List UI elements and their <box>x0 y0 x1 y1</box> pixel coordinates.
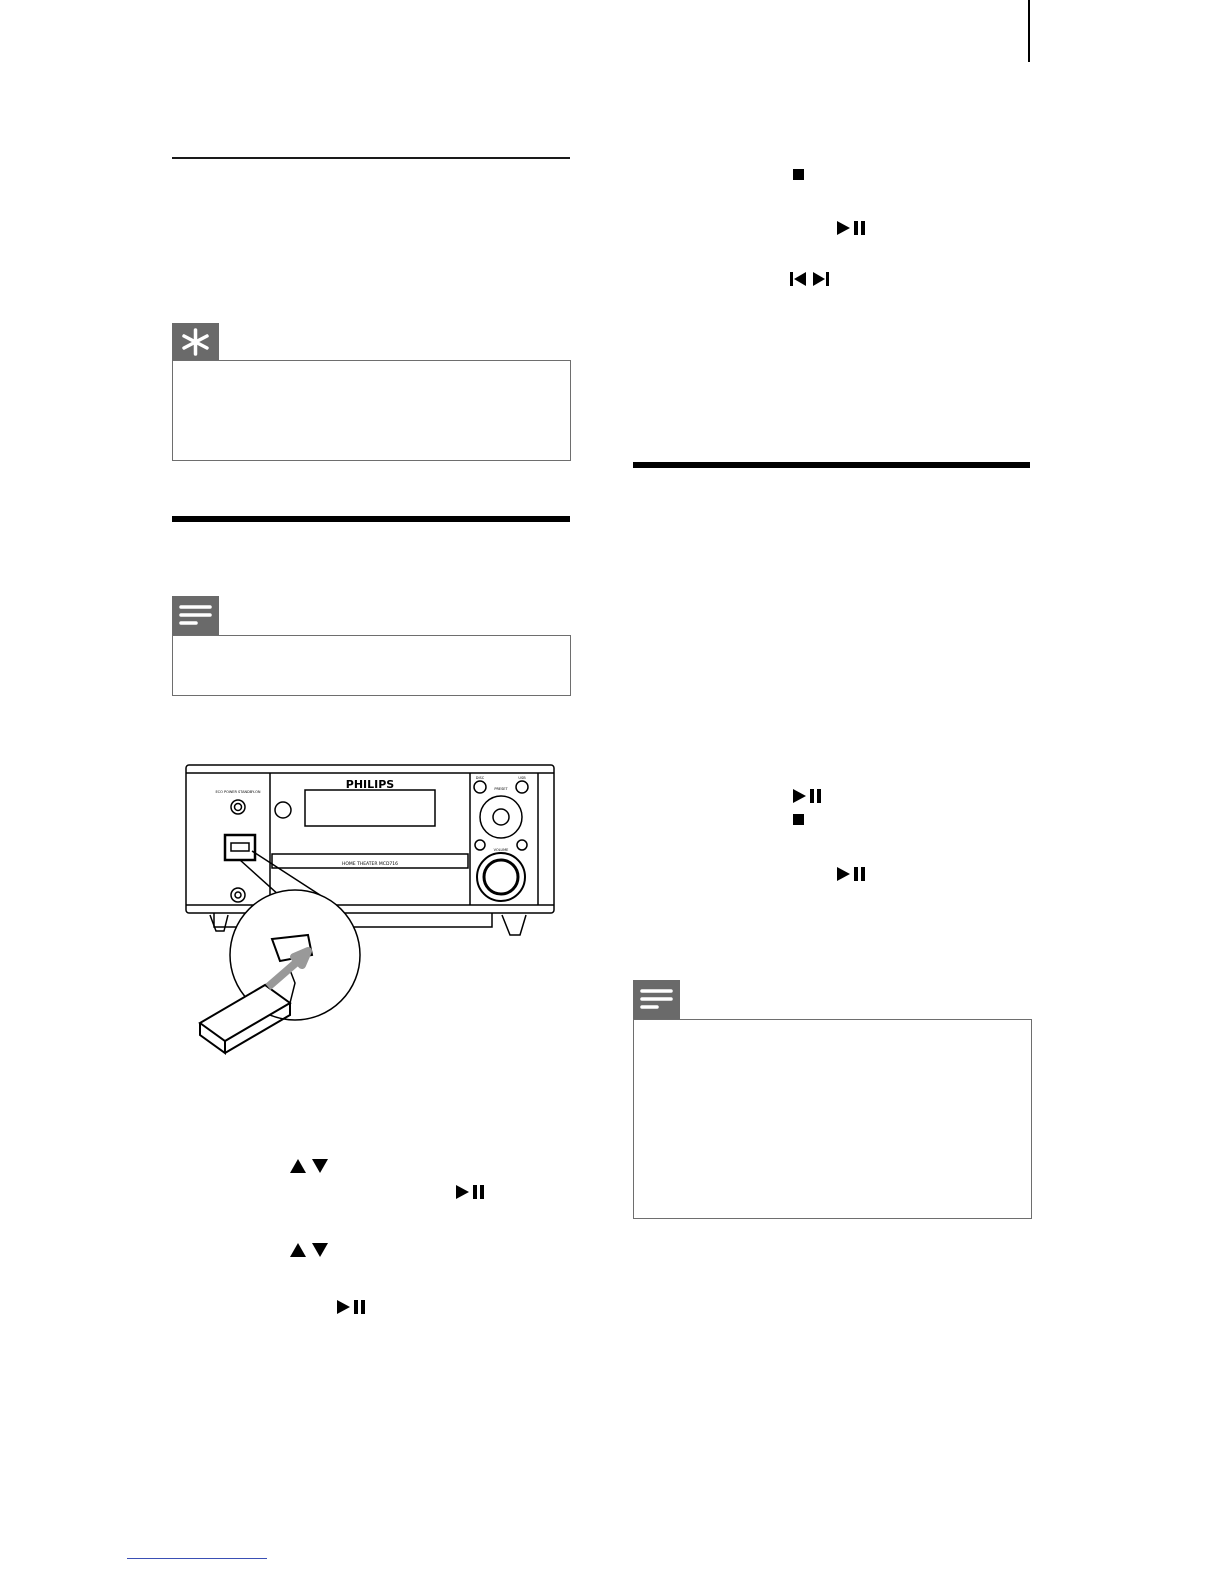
usb-insert-illustration <box>180 755 565 1055</box>
standby-label: ECO POWER STANDBY-ON <box>215 790 261 794</box>
up-down-icon <box>289 1240 329 1260</box>
note-lines-icon <box>633 980 680 1020</box>
note-tab-2 <box>633 980 680 1020</box>
note-box-2 <box>633 1019 1032 1219</box>
model-label: HOME THEATER MCD716 <box>341 862 399 867</box>
section-rule-right <box>633 462 1030 468</box>
play-pause-icon <box>836 864 868 884</box>
play-pause-icon <box>336 1297 368 1317</box>
play-pause-icon <box>792 786 824 806</box>
section-rule-usb <box>172 516 570 522</box>
up-down-icon <box>289 1156 329 1176</box>
usb-label: USB <box>518 776 526 780</box>
note-tab-1 <box>172 596 219 636</box>
preset-label: PRESET <box>494 787 508 791</box>
brand-label: PHILIPS <box>345 778 395 791</box>
prev-next-icon <box>789 269 831 289</box>
tip-box <box>172 360 571 461</box>
footer-rule <box>127 1558 267 1559</box>
note-box-1 <box>172 635 571 696</box>
asterisk-icon <box>172 323 219 361</box>
stop-icon <box>792 812 806 828</box>
tip-tab <box>172 323 219 361</box>
volume-label: VOLUME <box>493 848 509 852</box>
play-pause-icon <box>455 1182 487 1202</box>
page-edge-line <box>1028 0 1030 62</box>
disc-label: DISC <box>475 776 485 780</box>
note-lines-icon <box>172 596 219 636</box>
section-rule-top-left <box>172 157 570 159</box>
stop-icon <box>792 167 806 183</box>
play-pause-icon <box>836 218 868 238</box>
